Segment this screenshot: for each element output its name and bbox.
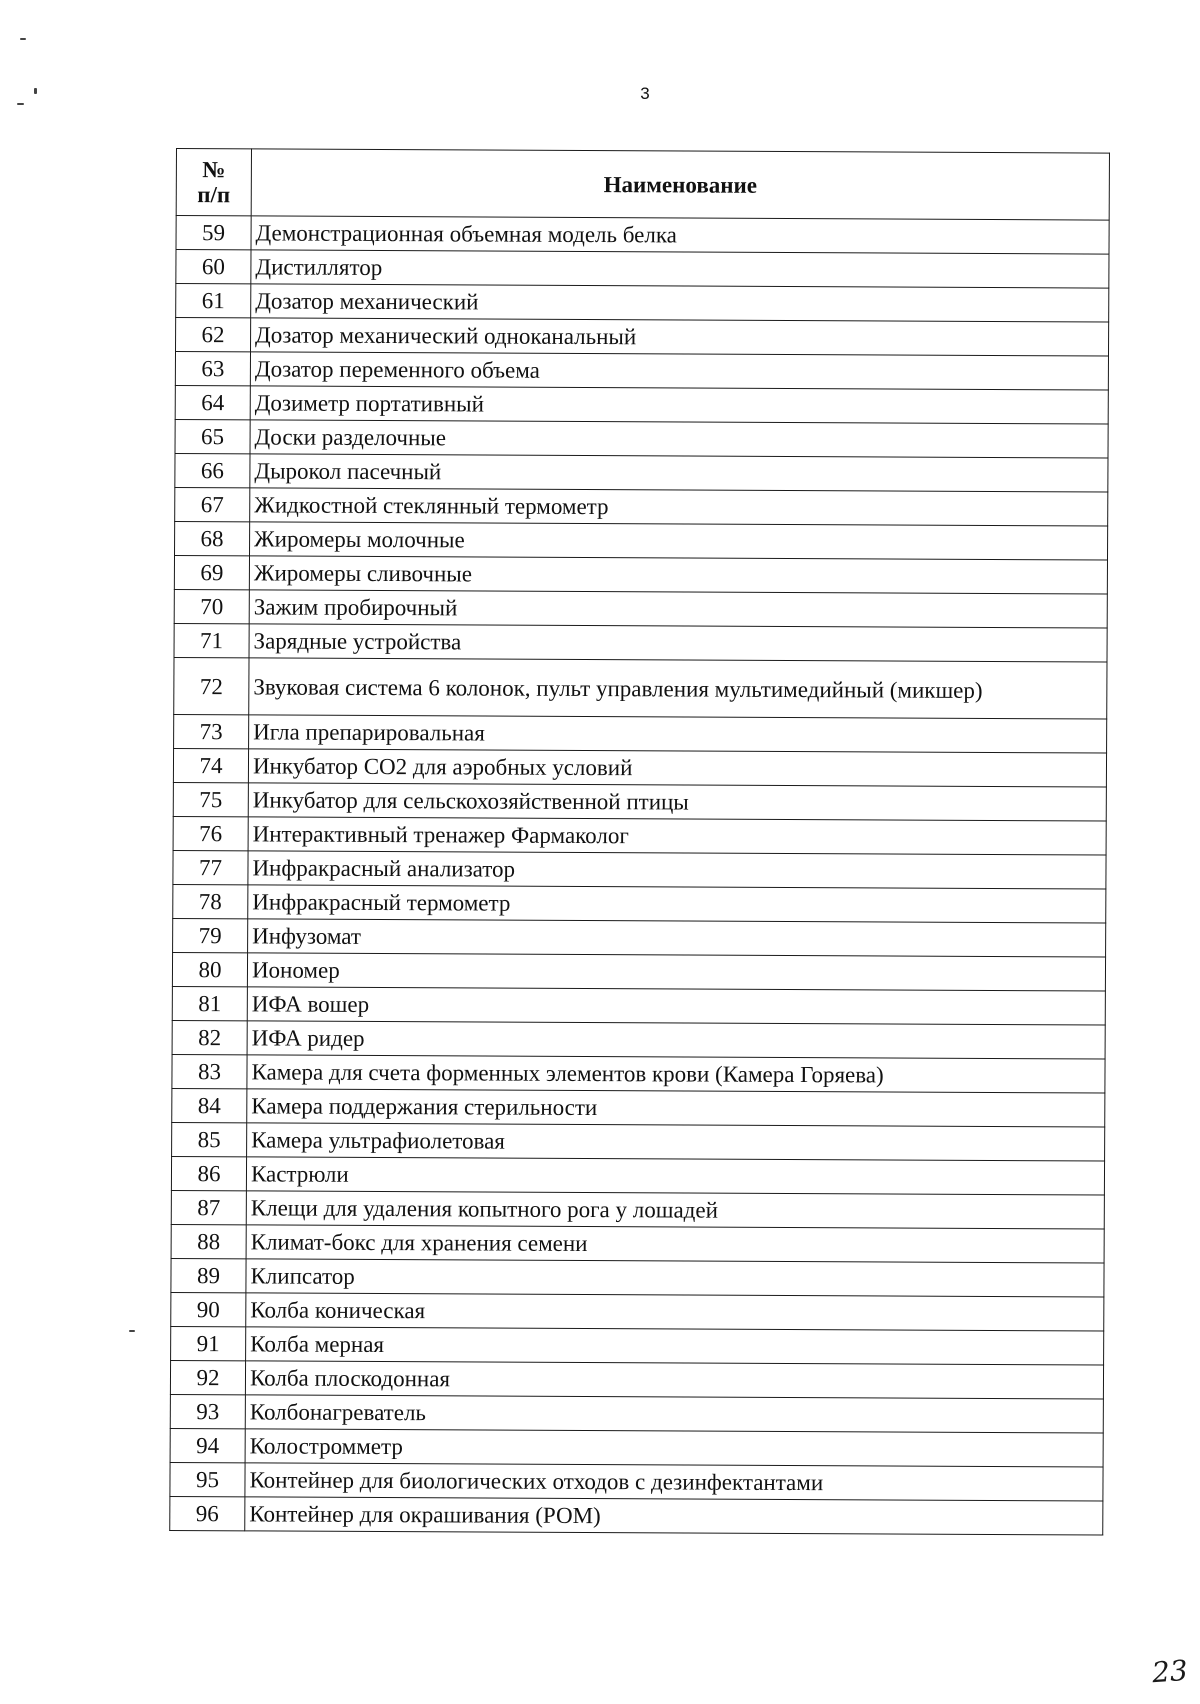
table-row (171, 1292, 1104, 1331)
row-name: Демонстрационная объемная модель белка (251, 216, 1109, 254)
table-row (176, 216, 1109, 255)
row-number: 95 (170, 1462, 245, 1496)
table-row (171, 1258, 1104, 1297)
table-row (172, 952, 1105, 991)
row-number: 79 (173, 918, 248, 952)
table-row (175, 487, 1108, 526)
row-name: Колостромметр (245, 1429, 1103, 1467)
row-name: Зажим пробирочный (249, 590, 1107, 628)
table-row (170, 1428, 1103, 1467)
row-name: Кастрюли (246, 1157, 1104, 1195)
row-number: 68 (175, 521, 250, 555)
table-row (171, 1156, 1104, 1195)
row-name: Инфракрасный термометр (248, 885, 1106, 923)
table-row (175, 385, 1108, 424)
row-name: Дистиллятор (251, 250, 1109, 288)
row-name: ИФА вошер (247, 987, 1105, 1025)
row-number: 88 (171, 1224, 246, 1258)
row-name: Дырокол пасечный (250, 454, 1108, 492)
row-name: Инфракрасный анализатор (248, 851, 1106, 889)
row-name: Инфузомат (248, 919, 1106, 957)
row-number: 82 (172, 1020, 247, 1054)
table-row (173, 918, 1106, 957)
row-name: Контейнер для биологических отходов с дезинфектантами (245, 1463, 1103, 1501)
row-name: Доски разделочные (250, 420, 1108, 458)
row-name: Инкубатор для сельскохозяйственной птицы (248, 783, 1106, 821)
row-name: Камера ультрафиолетовая (247, 1123, 1105, 1161)
table-row (172, 1054, 1105, 1093)
table-row (174, 623, 1107, 662)
row-name: Дозатор механический одноканальный (251, 318, 1109, 356)
row-name: Дозатор переменного объема (250, 352, 1108, 390)
row-name: Жиромеры сливочные (249, 556, 1107, 594)
table-row (171, 1224, 1104, 1263)
row-name: Камера поддержания стерильности (247, 1089, 1105, 1127)
row-number: 77 (173, 850, 248, 884)
row-number: 72 (174, 657, 249, 714)
table-row (170, 1360, 1103, 1399)
row-name: Колба мерная (246, 1327, 1104, 1365)
row-number: 66 (175, 453, 250, 487)
column-header-number-label: № п/п (197, 157, 231, 208)
row-number: 87 (171, 1190, 246, 1224)
table-row (176, 250, 1109, 289)
row-number: 90 (171, 1292, 246, 1326)
table-header-row (176, 149, 1109, 221)
row-number: 73 (174, 714, 249, 748)
row-number: 62 (176, 318, 251, 352)
table-row (172, 1088, 1105, 1127)
row-number: 96 (170, 1496, 245, 1530)
row-number: 91 (171, 1326, 246, 1360)
page-number: 3 (640, 84, 650, 103)
table-row (176, 284, 1109, 323)
row-name: ИФА ридер (247, 1021, 1105, 1059)
row-number: 80 (172, 952, 247, 986)
row-number: 70 (174, 589, 249, 623)
row-name: Зарядные устройства (249, 624, 1107, 662)
row-name: Инкубатор СО2 для аэробных условий (248, 749, 1106, 787)
table-row (174, 555, 1107, 594)
row-number: 59 (176, 216, 251, 250)
row-number: 61 (176, 284, 251, 318)
row-number: 69 (174, 555, 249, 589)
row-number: 63 (175, 352, 250, 386)
row-number: 89 (171, 1258, 246, 1292)
table-row (175, 521, 1108, 560)
row-number: 60 (176, 250, 251, 284)
row-name: Клипсатор (246, 1259, 1104, 1297)
column-header-name: Наименование (251, 149, 1109, 220)
row-name: Игла препарировальная (249, 715, 1107, 753)
row-name: Интерактивный тренажер Фармаколог (248, 817, 1106, 855)
row-name: Звуковая система 6 колонок, пульт управления мультимедийный (микшер) (249, 658, 1107, 719)
row-number: 67 (175, 487, 250, 521)
row-number: 75 (173, 782, 248, 816)
row-name: Иономер (247, 953, 1105, 991)
row-number: 74 (173, 748, 248, 782)
equipment-table (169, 148, 1110, 1536)
table-row (171, 1190, 1104, 1229)
table-row (172, 986, 1105, 1025)
table-row (173, 816, 1106, 855)
row-name: Дозиметр портативный (250, 386, 1108, 424)
row-name: Колбонагреватель (245, 1395, 1103, 1433)
row-number: 92 (170, 1360, 245, 1394)
row-number: 64 (175, 385, 250, 419)
row-name: Колба коническая (246, 1293, 1104, 1331)
scan-speck (20, 38, 26, 40)
row-name: Колба плоскодонная (245, 1361, 1103, 1399)
table-body (170, 216, 1109, 1536)
row-number: 76 (173, 816, 248, 850)
row-name: Контейнер для окрашивания (РОМ) (245, 1497, 1103, 1535)
handwritten-sheet-number: 23 (1150, 1653, 1189, 1690)
table-row (171, 1326, 1104, 1365)
table-row (175, 352, 1108, 391)
row-number: 83 (172, 1054, 247, 1088)
row-number: 78 (173, 884, 248, 918)
table-row (175, 453, 1108, 492)
table-row (173, 884, 1106, 923)
row-number: 81 (172, 986, 247, 1020)
row-number: 71 (174, 623, 249, 657)
table-row (174, 657, 1107, 719)
row-name: Клещи для удаления копытного рога у лошадей (246, 1191, 1104, 1229)
row-name: Дозатор механический (251, 284, 1109, 322)
row-name: Жиромеры молочные (250, 522, 1108, 560)
row-name: Климат-бокс для хранения семени (246, 1225, 1104, 1263)
table-row (173, 748, 1106, 787)
table-row (174, 714, 1107, 753)
table-row (175, 419, 1108, 458)
table-row (172, 1020, 1105, 1059)
row-number: 93 (170, 1394, 245, 1428)
scan-speck (129, 1330, 135, 1332)
table-row (170, 1496, 1103, 1535)
table-row (172, 1122, 1105, 1161)
table-row (173, 782, 1106, 821)
row-number: 84 (172, 1088, 247, 1122)
row-name: Камера для счета форменных элементов крови (Камера Горяева) (247, 1055, 1105, 1093)
table-row (174, 589, 1107, 628)
table-row (176, 318, 1109, 357)
row-number: 94 (170, 1428, 245, 1462)
row-number: 86 (171, 1156, 246, 1190)
table-row (173, 850, 1106, 889)
row-number: 85 (172, 1122, 247, 1156)
table-row (170, 1394, 1103, 1433)
table-row (170, 1462, 1103, 1501)
row-name: Жидкостной стеклянный термометр (250, 488, 1108, 526)
column-header-number (176, 149, 251, 216)
row-number: 65 (175, 419, 250, 453)
